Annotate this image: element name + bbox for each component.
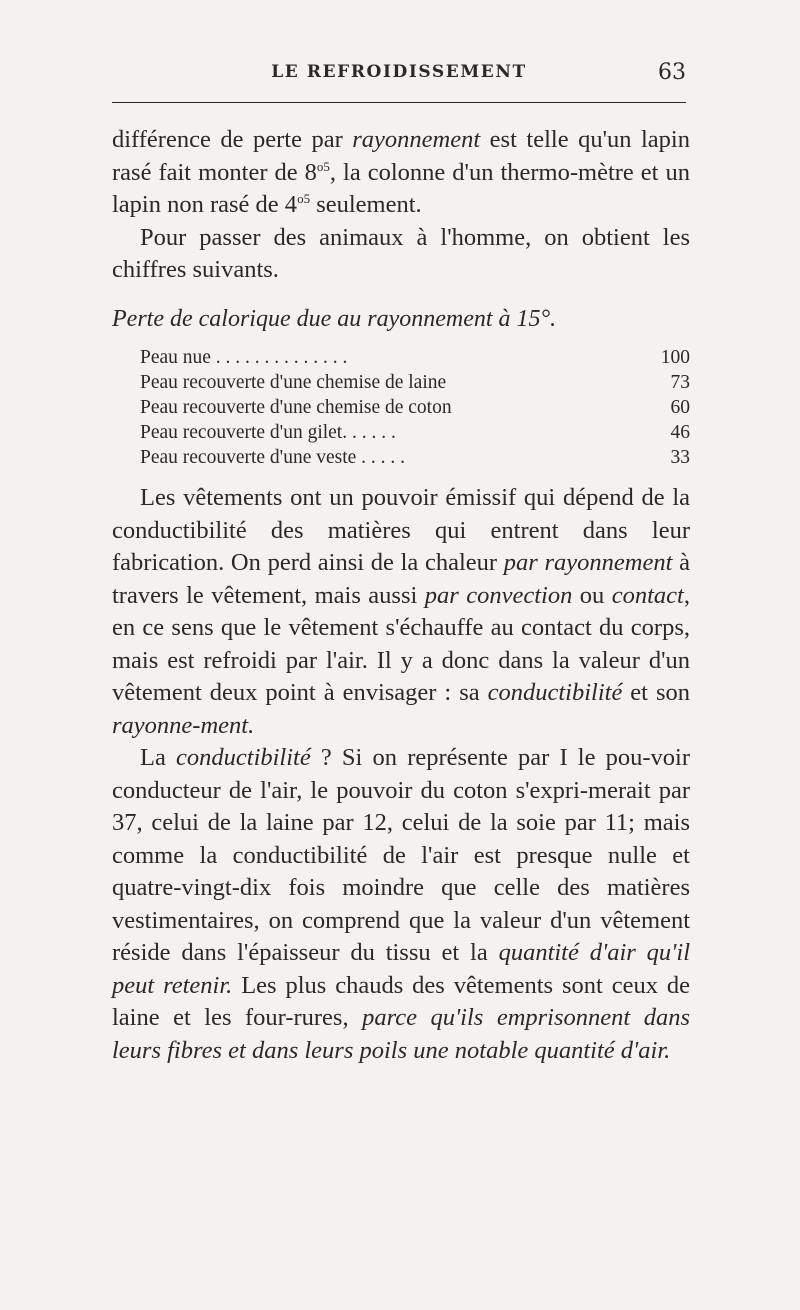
header-rule [112, 102, 686, 103]
row-value: 100 [660, 347, 690, 368]
running-title: LE REFROIDISSEMENT [271, 62, 527, 82]
italic-run: contact [611, 581, 684, 609]
calorie-loss-table [140, 345, 690, 470]
text-run: , en ce sens que le vêtement s'échauffe au contact du corps, mais est refroidi par l'air. Il y a donc dans la valeur d'un vêtement deux point à envisager : sa [112, 581, 690, 706]
paragraph-1 [112, 124, 690, 222]
table-row [140, 395, 690, 420]
italic-run: rayonne-ment. [112, 711, 255, 739]
table-row [140, 420, 690, 445]
row-label: Peau recouverte d'une veste . . . . . [140, 447, 406, 468]
text-run: est telle qu'un lapin rasé fait monter de 8 [112, 126, 690, 186]
text-run: Les plus chauds des vêtements sont ceux de laine et les four-rures, [112, 971, 690, 1031]
italic-run: par rayonnement [503, 549, 673, 576]
paragraph-4 [112, 742, 690, 1067]
row-label: Peau recouverte d'une chemise de laine [140, 372, 447, 393]
italic-run: conductibilité [176, 744, 311, 771]
row-value: 46 [670, 422, 690, 443]
paragraph-3 [112, 482, 690, 742]
text-run: à travers le vêtement, mais aussi [112, 549, 690, 609]
page-number: 63 [658, 60, 686, 85]
table-row [140, 445, 690, 470]
row-label: Peau recouverte d'une chemise de coton [140, 397, 452, 418]
text-run: , la colonne d'un thermo-mètre et un lapin non rasé de 4 [112, 158, 690, 218]
text-run: ? Si on représente par I le pou-voir conducteur de l'air, le pouvoir du coton s'expri-merait par 37, celui de la laine par 12, celui de la soie par 11; mais comme la conductibilité de l'air est presque nulle et quatre-vingt-dix fois moindre que celle des matières vestimentaires, on comprend que la valeur d'un vêtement réside dans l'épaisseur du tissu et la [112, 744, 690, 966]
row-label: Peau recouverte d'un gilet. . . . . . [140, 422, 396, 443]
table-row [140, 345, 690, 370]
text-run: La [140, 744, 177, 771]
text-run: Les vêtements ont un pouvoir émissif qui dépend de la conductibilité des matières qui entrent dans leur fabrication. On perd ainsi de la chaleur [112, 484, 690, 576]
italic-run: par convection [424, 581, 573, 609]
text-run: seulement. [310, 191, 422, 218]
row-value: 73 [670, 372, 690, 393]
superscript: o5 [297, 190, 311, 206]
paragraph-2: Pour passer des animaux à l'homme, on obtient les chiffres suivants. [112, 223, 690, 283]
table-row [140, 370, 690, 395]
superscript: o5 [316, 158, 330, 174]
text-run: et son [622, 679, 691, 706]
italic-run: rayonnement [352, 126, 481, 153]
row-value: 33 [670, 447, 690, 468]
text-run: ou [572, 581, 612, 609]
row-value: 60 [670, 397, 690, 418]
italic-run: conductibilité [487, 679, 623, 706]
text-run: différence de perte par [112, 126, 353, 153]
italic-run: parce qu'ils emprisonnent dans leurs fibres et dans leurs poils une notable quantité d'air. [112, 1004, 690, 1064]
row-label: Peau nue . . . . . . . . . . . . . . [140, 347, 348, 368]
body-text [112, 124, 690, 1067]
page-header [112, 62, 686, 92]
table-caption: Perte de calorique due au rayonnement à 15°. [112, 305, 557, 332]
italic-run: quantité d'air qu'il peut retenir. [112, 939, 690, 999]
